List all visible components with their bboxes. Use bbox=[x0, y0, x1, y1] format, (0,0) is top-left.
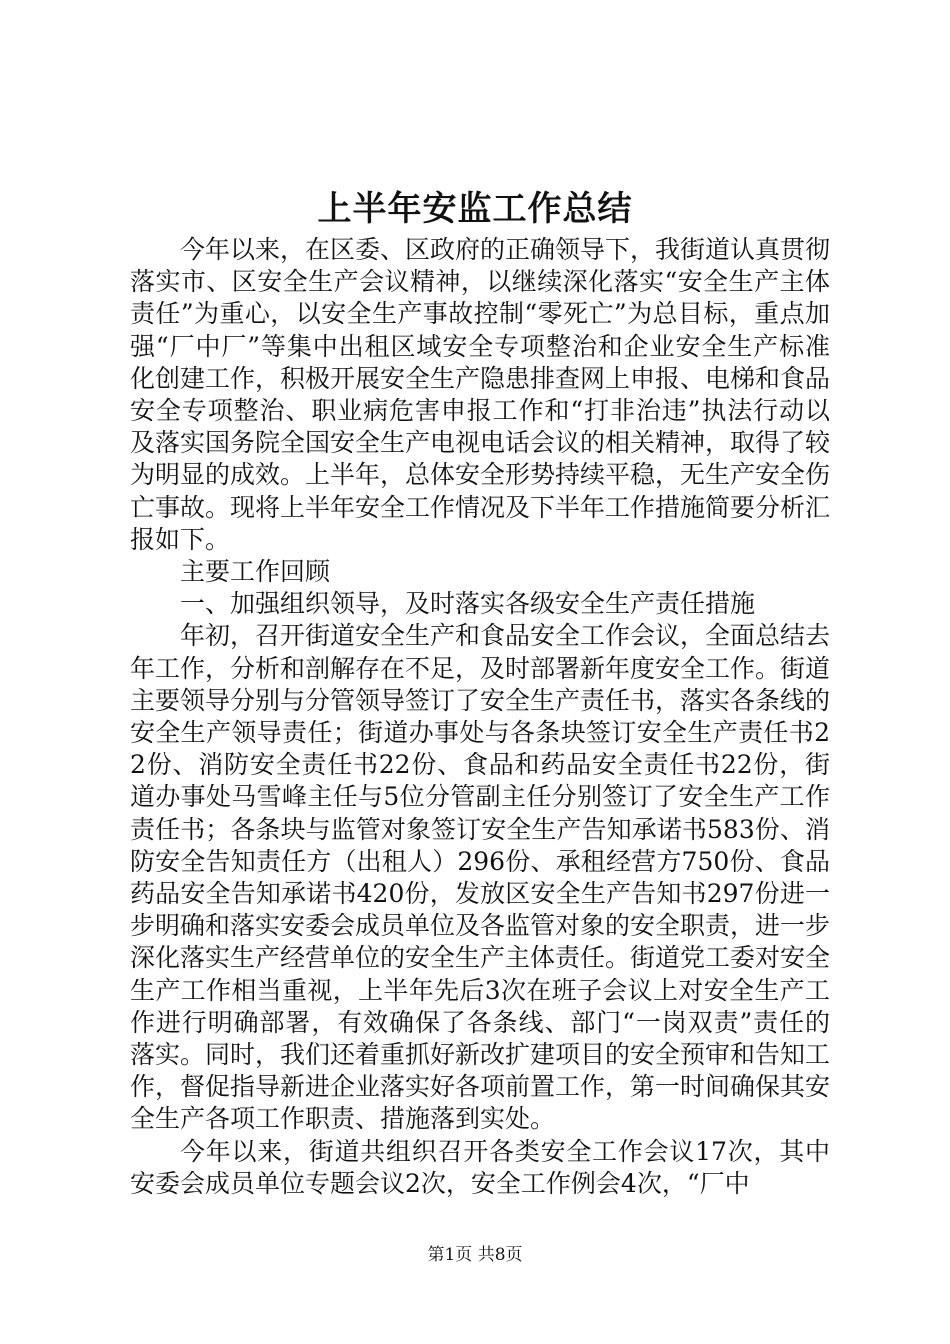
paragraph-meetings: 今年以来，街道共组织召开各类安全工作会议17次，其中安委会成员单位专题会议2次，安全工作例会4次，“厂中 bbox=[130, 1136, 830, 1198]
document-title: 上半年安监工作总结 bbox=[317, 189, 633, 229]
paragraph-intro: 今年以来，在区委、区政府的正确领导下，我街道认真贯彻落实市、区安全生产会议精神，以继续深化落实“安全生产主体责任”为重心，以安全生产事故控制“零死亡”为总目标，重点加强“厂中厂”等集中出租区域安全专项整治和企业安全生产标准化创建工作，积极开展安全生产隐患排查网上申报、电梯和食品安全专项整治、职业病危害申报工作和“打非治违”执法行动以及落实国务院全国安全生产电视电话会议的相关精神，取得了较为明显的成效。上半年，总体安全形势持续平稳，无生产安全伤亡事故。现将上半年安全工作情况及下半年工作措施简要分析汇报如下。 bbox=[130, 235, 831, 554]
document-body bbox=[130, 234, 830, 1200]
section-heading-review: 主要工作回顾 bbox=[180, 557, 331, 587]
page-footer: 第1页 共8页 bbox=[427, 1245, 523, 1265]
subsection-heading-one: 一、加强组织领导，及时落实各级安全生产责任措施 bbox=[180, 589, 756, 619]
paragraph-responsibility: 年初，召开街道安全生产和食品安全工作会议，全面总结去年工作，分析和剖解存在不足，及时部署新年度安全工作。街道主要领导分别与分管领导签订了安全生产责任书，落实各条线的安全生产领导责任；街道办事处与各条块签订安全生产责任书22份、消防安全责任书22份、食品和药品安全责任书22份，街道办事处马雪峰主任与5位分管副主任分别签订了安全生产工作责任书；各条块与监管对象签订安全生产告知承诺书583份、消防安全告知责任方（出租人）296份、承租经营方750份、食品药品安全告知承诺书420份，发放区安全生产告知书297份进一步明确和落实安委会成员单位及各监管对象的安全职责，进一步深化落实生产经营单位的安全生产主体责任。街道党工委对安全生产工作相当重视，上半年先后3次在班子会议上对安全生产工作进行明确部署，有效确保了各条线、部门“一岗双责”责任的落实。同时，我们还着重抓好新改扩建项目的安全预审和告知工作，督促指导新进企业落实好各项前置工作，第一时间确保其安全生产各项工作职责、措施落到实处。 bbox=[130, 621, 831, 1134]
